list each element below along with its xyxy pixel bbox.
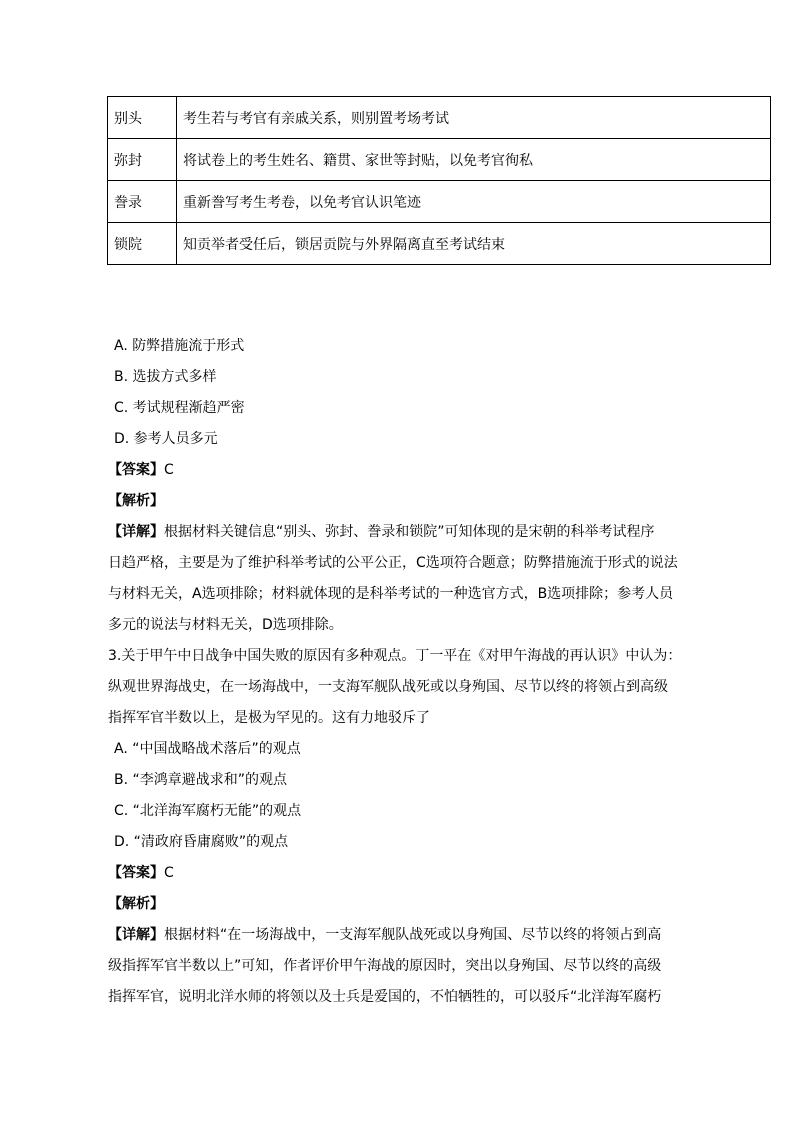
- answer-value: C: [164, 865, 174, 881]
- q3-analysis-heading: [108, 889, 684, 920]
- q2-option-a: A. 防弊措施流于形式: [114, 338, 245, 354]
- q2-option-d: D. 参考人员多元: [114, 431, 218, 447]
- table-cell-term: 誊录: [108, 181, 177, 223]
- q3-answer: [108, 858, 684, 889]
- q3-stem-line: 指挥军官半数以上，是极为罕见的。这有力地驳斥了: [108, 710, 430, 726]
- q2-detail-line: [108, 517, 684, 548]
- q2-answer: [108, 455, 684, 486]
- table-cell-term: 弥封: [108, 139, 177, 181]
- q2-options: [108, 331, 684, 455]
- table-row: [108, 97, 771, 139]
- q2-detail: [108, 517, 684, 641]
- q3-detail: [108, 920, 684, 1013]
- table-cell-description: 重新誊写考生考卷，以免考官认识笔迹: [177, 181, 771, 223]
- q3-stem: [108, 641, 684, 734]
- analysis-label: 【解析】: [108, 493, 164, 509]
- detail-text: 根据材料“在一场海战中，一支海军舰队战死或以身殉国、尽节以终的将领占到高: [164, 927, 662, 943]
- q3-detail-line: 指挥军官，说明北洋水师的将领以及士兵是爱国的，不怕牺牲的，可以驳斥“北洋海军腐朽: [108, 989, 662, 1005]
- table-cell-term: 锁院: [108, 223, 177, 265]
- q3-options: [108, 734, 684, 858]
- detail-label: 【详解】: [108, 524, 164, 540]
- anti-cheating-measures-table: [107, 96, 771, 265]
- table-cell-description: 考生若与考官有亲戚关系，则别置考场考试: [177, 97, 771, 139]
- table-row: [108, 139, 771, 181]
- q2-analysis-heading: [108, 486, 684, 517]
- table-cell-description: 知贡举者受任后，锁居贡院与外界隔离直至考试结束: [177, 223, 771, 265]
- q2-option-b: B. 选拔方式多样: [114, 369, 217, 385]
- table-row: [108, 223, 771, 265]
- detail-label: 【详解】: [108, 927, 164, 943]
- table-cell-term: 别头: [108, 97, 177, 139]
- answer-label: 【答案】: [108, 865, 164, 881]
- question-content: [108, 331, 684, 1013]
- q3-detail-line: [108, 920, 684, 951]
- q2-option-c: C. 考试规程渐趋严密: [114, 400, 245, 416]
- q2-detail-line: 日趋严格，主要是为了维护科举考试的公平公正，C选项符合题意；防弊措施流于形式的说法: [108, 555, 678, 571]
- q3-detail-line: 级指挥军官半数以上”可知，作者评价甲午海战的原因时，突出以身殉国、尽节以终的高级: [108, 958, 662, 974]
- table-cell-description: 将试卷上的考生姓名、籍贯、家世等封贴，以免考官徇私: [177, 139, 771, 181]
- q3-option-d: D. “清政府昏庸腐败”的观点: [114, 834, 289, 850]
- q3-stem-line: 纵观世界海战史，在一场海战中，一支海军舰队战死或以身殉国、尽节以终的将领占到高级: [108, 679, 668, 695]
- answer-value: C: [164, 462, 174, 478]
- q2-detail-line: 多元的说法与材料无关，D选项排除。: [108, 617, 343, 633]
- analysis-label: 【解析】: [108, 896, 164, 912]
- q3-option-b: B. “李鸿章避战求和”的观点: [114, 772, 288, 788]
- q3-option-c: C. “北洋海军腐朽无能”的观点: [114, 803, 302, 819]
- q3-stem-line: 3.关于甲午中日战争中国失败的原因有多种观点。丁一平在《对甲午海战的再认识》中认为：: [108, 648, 682, 664]
- detail-text: 根据材料关键信息“别头、弥封、誊录和锁院”可知体现的是宋朝的科举考试程序: [164, 524, 655, 540]
- answer-label: 【答案】: [108, 462, 164, 478]
- q3-option-a: A. “中国战略战术落后”的观点: [114, 741, 301, 757]
- table-row: [108, 181, 771, 223]
- q2-detail-line: 与材料无关，A选项排除；材料就体现的是科举考试的一种选官方式，B选项排除；参考人员: [108, 586, 674, 602]
